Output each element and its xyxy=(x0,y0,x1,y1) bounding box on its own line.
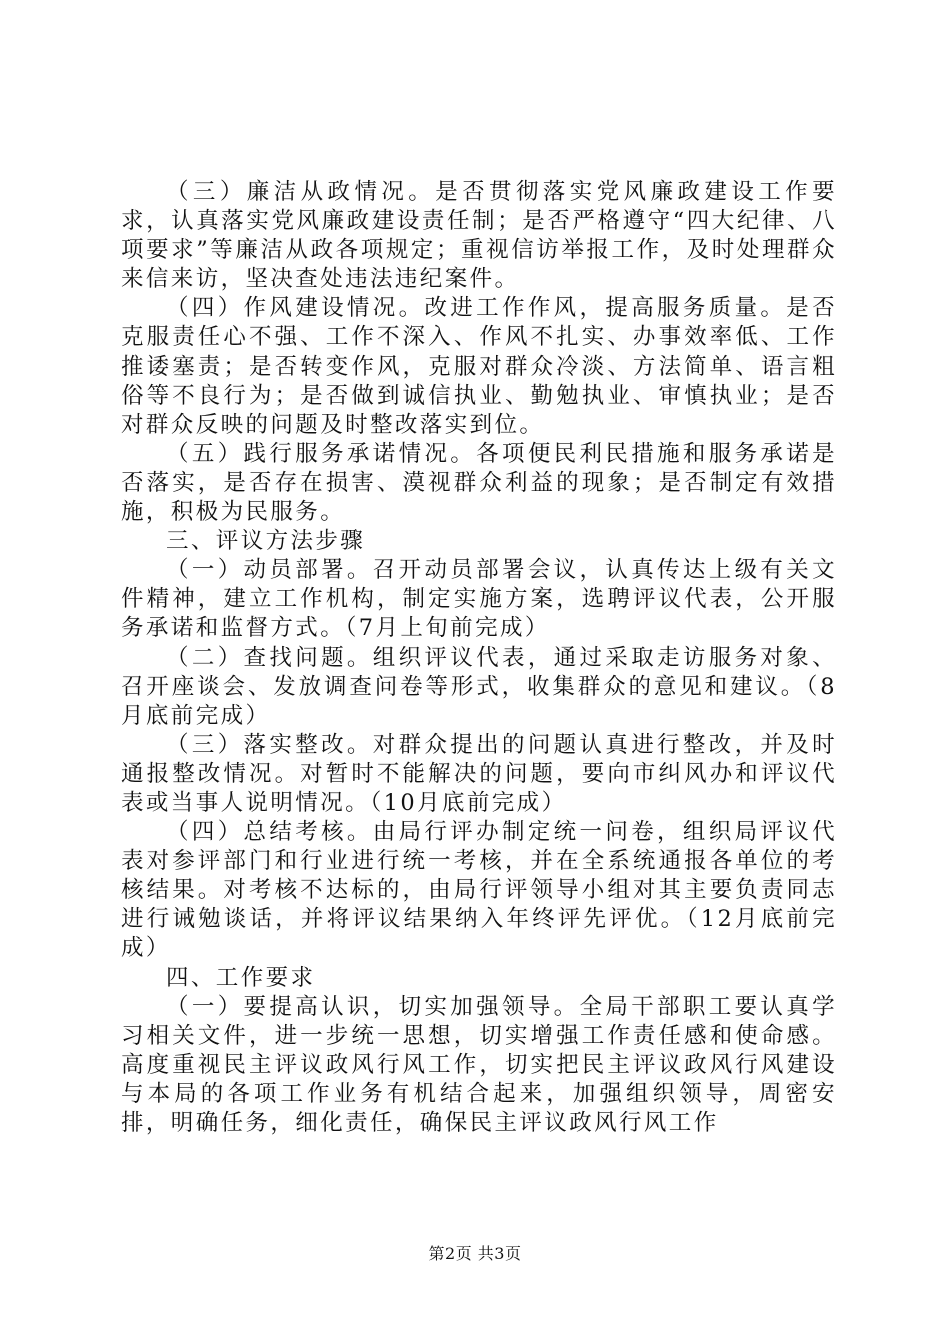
paragraph-raise-awareness: （一）要提高认识，切实加强领导。全局干部职工要认真学习相关文件，进一步统一思想，切实增强工作责任感和使命感。高度重视民主评议政风行风工作，切实把民主评议政风行风建设与本局的各项工作业务有机结合起来，加强组织领导，周密安排，明确任务，细化责任，确保民主评议政风行风工作 xyxy=(121,993,837,1136)
paragraph-rectification: （三）落实整改。对群众提出的问题认真进行整改，并及时通报整改情况。对暂时不能解决的问题，要向市纠风办和评议代表或当事人说明情况。（10月底前完成） xyxy=(121,731,837,816)
paragraph-integrity: （三）廉洁从政情况。是否贯彻落实党风廉政建设工作要求，认真落实党风廉政建设责任制；是否严格遵守“四大纪律、八项要求”等廉洁从政各项规定；重视信访举报工作，及时处理群众来信来访，坚决查处违法违纪案件。 xyxy=(121,179,837,293)
document-body xyxy=(121,178,837,1138)
section-heading-requirements: 四、工作要求 xyxy=(166,964,316,991)
page-number-footer: 第2页 共3页 xyxy=(428,1244,522,1263)
paragraph-summary-assessment: （四）总结考核。由局行评办制定统一问卷，组织局评议代表对参评部门和行业进行统一考核，并在全系统通报各单位的考核结果。对考核不达标的，由局行评领导小组对其主要负责同志进行诫勉谈话，并将评议结果纳入年终评先评优。（12月底前完成） xyxy=(121,819,837,962)
paragraph-mobilization: （一）动员部署。召开动员部署会议，认真传达上级有关文件精神，建立工作机构，制定实施方案，选聘评议代表，公开服务承诺和监督方式。（7月上旬前完成） xyxy=(121,557,837,642)
paragraph-find-problems: （二）查找问题。组织评议代表，通过采取走访服务对象、召开座谈会、发放调查问卷等形式，收集群众的意见和建议。（8月底前完成） xyxy=(121,644,837,729)
paragraph-work-style: （四）作风建设情况。改进工作作风，提高服务质量。是否克服责任心不强、工作不深入、作风不扎实、办事效率低、工作推诿塞责；是否转变作风，克服对群众冷淡、方法简单、语言粗俗等不良行为；是否做到诚信执业、勤勉执业、审慎执业；是否对群众反映的问题及时整改落实到位。 xyxy=(121,295,837,438)
section-heading-steps: 三、评议方法步骤 xyxy=(166,528,366,555)
paragraph-service-commitment: （五）践行服务承诺情况。各项便民利民措施和服务承诺是否落实，是否存在损害、漠视群众利益的现象；是否制定有效措施，积极为民服务。 xyxy=(121,440,837,526)
